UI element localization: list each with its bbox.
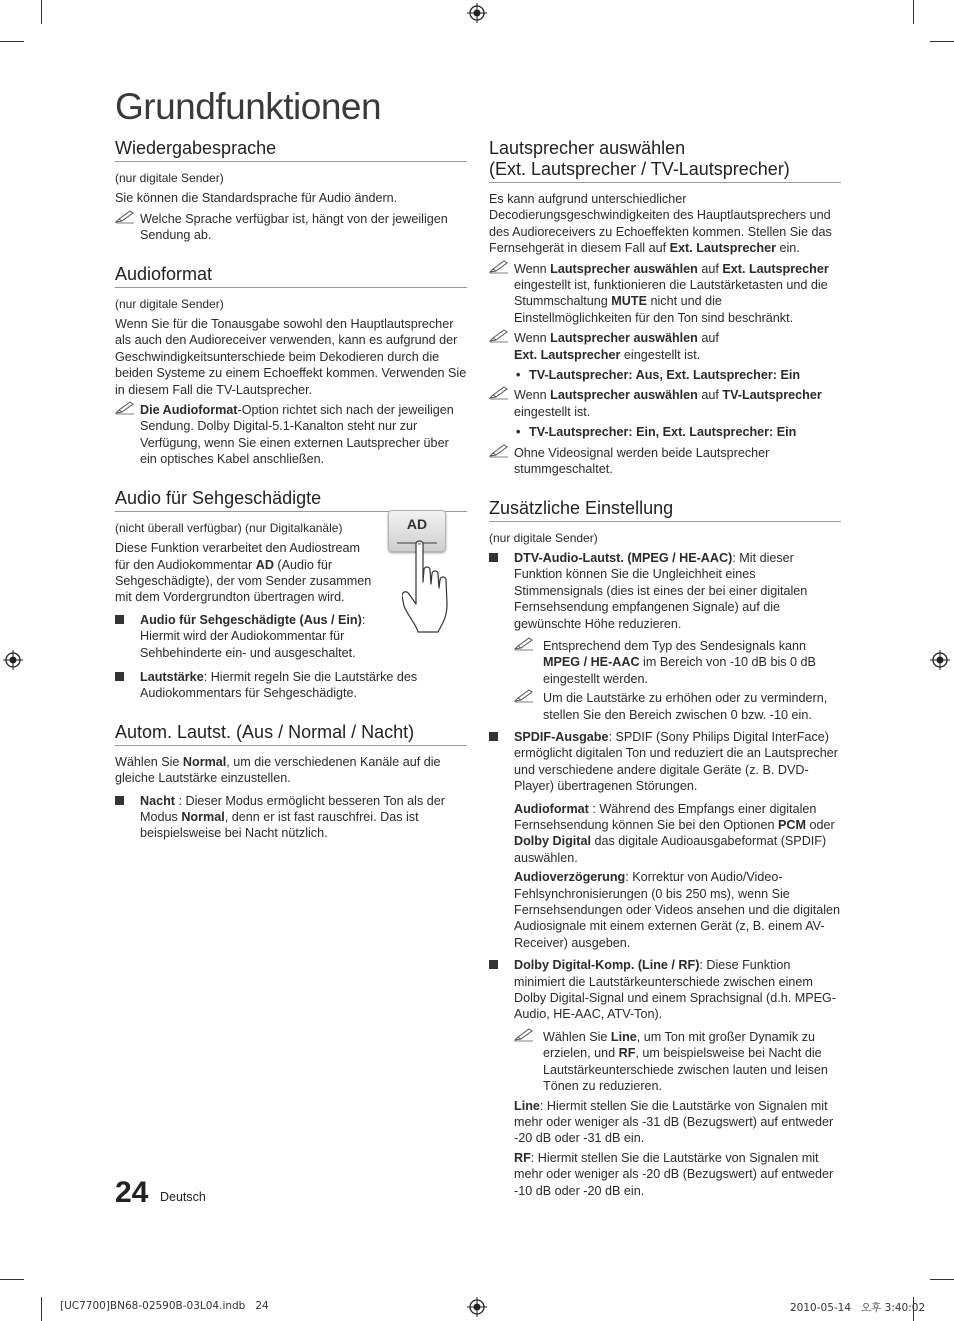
text-bold: RF: [514, 1150, 531, 1165]
right-column: [489, 138, 841, 1219]
pencil-note-icon: [115, 210, 135, 224]
text-bold: Lautsprecher auswählen: [550, 388, 698, 403]
note-text: Ohne Videosignal werden beide Lautsprecher stummgeschaltet.: [514, 445, 770, 477]
section-heading: Autom. Lautst. (Aus / Normal / Nacht): [115, 722, 467, 746]
dot-item: • TV-Lautsprecher: Ein, Ext. Lautsprecher: Ein: [514, 424, 841, 440]
bullet-text: : Dieser Modus ermöglicht besseren Ton als der Modus: [140, 793, 445, 824]
text-bold: AD: [255, 557, 274, 572]
text-run: : Hiermit stellen Sie die Lautstärke von Signalen mit mehr oder weniger als -20 dB (Bezugswert) auf entweder -10 dB oder -20 dB ein.: [514, 1150, 834, 1198]
bullet-item: [115, 612, 377, 661]
bullet-text: : Hiermit wird der Audiokommentar für Sehbehinderte ein- und ausgeschaltet.: [140, 612, 366, 660]
note: [489, 261, 841, 327]
registration-mark-icon: [3, 650, 23, 670]
body-text: [115, 540, 377, 606]
text-run: Wählen Sie: [543, 1029, 611, 1044]
availability-note: (nur digitale Sender): [489, 530, 598, 545]
bullet-text: : Hiermit regeln Sie die Lautstärke des Audiokommentars für Sehgeschädigte.: [140, 669, 418, 701]
crop-mark: [41, 1297, 42, 1321]
note: [489, 1029, 841, 1095]
bullet-bold: SPDIF-Ausgabe: [514, 729, 609, 744]
text-bold: Audioformat: [514, 801, 589, 816]
page-number: 24: [115, 1176, 149, 1209]
text-bold: Line: [610, 1029, 637, 1044]
body-text: [489, 191, 841, 257]
note: [489, 690, 841, 723]
text-bold: MPEG / HE-AAC: [543, 655, 640, 670]
availability-note: (nur digitale Sender): [115, 296, 224, 311]
registration-mark-icon: [467, 1297, 487, 1317]
pencil-note-icon: [514, 689, 534, 703]
page-title: Grundfunktionen: [115, 86, 382, 127]
registration-mark-icon: [930, 650, 950, 670]
availability-note: (nur digitale Sender): [115, 171, 224, 185]
text-bold: Normal: [181, 809, 225, 824]
section-heading: Zusätzliche Einstellung: [489, 498, 841, 522]
pencil-note-icon: [514, 637, 534, 651]
pencil-note-icon: [489, 329, 509, 343]
text-run: eingestellt ist.: [620, 347, 701, 362]
ad-button-illustration: [388, 510, 452, 640]
text-bold: TV-Lautsprecher: [722, 388, 822, 403]
note: [489, 387, 841, 420]
sub-paragraph: [489, 1150, 841, 1199]
section-heading: Audioformat: [115, 264, 467, 288]
text-run: nicht und die Einstellmöglichkeiten für den Ton sind beschränkt.: [514, 294, 794, 325]
text-run: : Korrektur von Audio/Video-Fehlsynchronisierungen (0 bis 250 ms), wenn Sie Fernsehsendungen oder Videos ansehen und die digitalen Audiosignale mit einem externen Gerät (z, B. einem AV-Receiver) ausgeben.: [514, 870, 841, 950]
text-run: auf: [697, 388, 723, 403]
text-run: (Audio für Sehgeschädigte), der vom Sender zusammen mit dem Vordergrundton übertragen wird.: [115, 557, 372, 605]
section-wiedergabesprache: [115, 138, 467, 244]
page-language: Deutsch: [160, 1190, 206, 1204]
note: [489, 330, 841, 363]
bullet-bold: Audio für Sehgeschädigte (Aus / Ein): [140, 612, 362, 627]
bullet-square-icon: [115, 615, 124, 624]
section-heading: [489, 138, 841, 183]
text-run: , um die verschiedenen Kanäle auf die gleiche Lautstärke einzustellen.: [115, 754, 441, 786]
bullet-square-icon: [489, 732, 498, 741]
text-run: ein.: [776, 241, 800, 256]
note-text: Welche Sprache verfügbar ist, hängt von der jeweiligen Sendung ab.: [140, 211, 448, 243]
body-text: [115, 754, 467, 787]
bullet-square-icon: [115, 672, 124, 681]
note: [489, 638, 841, 687]
text-run: oder: [805, 818, 835, 832]
text-run: Wählen Sie: [115, 754, 183, 769]
text-bold: Lautsprecher auswählen: [550, 331, 698, 346]
text-run: : Hiermit stellen Sie die Lautstärke von Signalen mit mehr oder weniger als -31 dB (Bezugswert) auf entweder -20 dB oder -31 dB ein.: [514, 1098, 834, 1146]
bullet-item: [115, 669, 467, 702]
section-lautsprecher: [489, 138, 841, 478]
text-run: auf: [697, 331, 719, 346]
bullet-bold: Dolby Digital-Komp. (Line / RF): [514, 958, 700, 973]
crop-mark: [0, 41, 24, 42]
bullet-item: [115, 793, 467, 842]
text-run: Diese Funktion verarbeitet den Audiostream für den Audiokommentar: [115, 541, 361, 572]
pencil-note-icon: [489, 444, 509, 458]
bullet-text: : SPDIF (Sony Philips Digital InterFace) ermöglicht digitalen Ton und reduziert die an Lautsprecher und verschiedene andere digitale Geräte (z. B. DVD-Player) übertragenen Störungen.: [514, 729, 838, 794]
text-run: eingestellt ist.: [514, 404, 591, 419]
crop-mark: [0, 1279, 24, 1280]
bullet-text: , denn er ist fast rauschfrei. Das ist beispielsweise bei Nacht nützlich.: [140, 809, 419, 841]
sub-paragraph: [489, 1098, 841, 1147]
text-run: Wenn: [514, 331, 551, 346]
note-text: Um die Lautstärke zu erhöhen oder zu vermindern, stellen Sie den Bereich zwischen 0 bzw. -10 ein.: [543, 691, 828, 722]
bullet-text: : Mit dieser Funktion können Sie die Ungleichheit eines Stimmensignals (dies ist eines der bei einer digitalen Fernsehsendung empfangenen Signale) auf die gewünschte Höhe reduzieren.: [514, 550, 808, 631]
pencil-note-icon: [514, 1028, 534, 1042]
pencil-note-icon: [115, 401, 135, 415]
sub-paragraph: [489, 869, 841, 951]
body-text: Wenn Sie für die Tonausgabe sowohl den Hauptlautsprecher als auch den Audioreceiver verwenden, kann es aufgrund der Geschwindigkeitsunterschiede beim Dekodieren durch die beiden Systeme zu einem Echoeffekt kommen. Verwenden Sie in diesem Fall die TV-Lautsprecher.: [115, 317, 467, 397]
hand-pointer-icon: [402, 540, 464, 636]
pencil-note-icon: [489, 386, 509, 400]
text-run: Es kann aufgrund unterschiedlicher Decodierungsgeschwindigkeiten des Hauptlautsprechers und des Audioreceivers zu Echoeffekten kommen. Stellen Sie das Fernsehgerät in diesem Fall auf: [489, 192, 832, 256]
section-heading: Audio für Sehgeschädigte: [115, 488, 467, 512]
availability-note: (nicht überall verfügbar) (nur Digitalkanäle): [115, 520, 343, 535]
text-bold: Normal: [182, 754, 227, 769]
text-bold: Audioverzögerung: [514, 870, 626, 885]
bullet-bold: Nacht: [140, 793, 175, 808]
section-audio-sehgeschaedigte: [115, 488, 467, 702]
sub-paragraph: [489, 801, 841, 867]
note: [115, 211, 467, 244]
note-bold: Die Audioformat: [140, 403, 238, 418]
text-run: , um beispielsweise bei Nacht die Lautstärkeunterschiede zwischen lauten und leisen Tönen zu reduzieren.: [543, 1046, 828, 1094]
imprint-file: [UC7700]BN68-02590B-03L04.indb 24: [60, 1300, 269, 1312]
bullet-square-icon: [489, 960, 498, 969]
bullet-item: [489, 550, 841, 632]
pencil-note-icon: [489, 260, 509, 274]
registration-mark-icon: [467, 3, 487, 23]
bullet-square-icon: [489, 553, 498, 562]
note: [115, 402, 467, 468]
text-run: eingestellt ist, funktionieren die Lautstärketasten und die Stummschaltung: [514, 278, 828, 309]
section-zusaetzliche-einstellung: [489, 498, 841, 1199]
text-run: Entsprechend dem Typ des Sendesignals kann: [543, 638, 807, 653]
imprint-date: 2010-05-14 오후 3:40:02: [790, 1302, 926, 1314]
text-bold: Ext. Lautsprecher: [514, 347, 621, 362]
body-text: Sie können die Standardsprache für Audio ändern.: [115, 191, 398, 206]
text-run: im Bereich von -10 dB bis 0 dB eingestellt werden.: [543, 655, 816, 686]
crop-mark: [930, 41, 954, 42]
text-run: das digitale Audioausgabeformat (SPDIF) auswählen.: [514, 834, 827, 865]
text-bold: MUTE: [611, 294, 647, 309]
text-run: Wenn: [514, 261, 551, 276]
text-bold: Dolby Digital: [514, 834, 591, 849]
text-bold: RF: [618, 1046, 636, 1061]
text-run: Wenn: [514, 388, 551, 403]
section-audioformat: [115, 264, 467, 468]
bullet-item: [489, 957, 841, 1023]
note: [489, 445, 841, 478]
heading-line: Lautsprecher auswählen: [489, 138, 686, 158]
text-bold: Ext. Lautsprecher: [669, 241, 776, 256]
text-bold: Line: [514, 1098, 540, 1113]
ad-label: AD: [406, 515, 428, 532]
note-text: -Option richtet sich nach der jeweiligen Sendung. Dolby Digital-5.1-Kanalton steht nur zur Verfügung, wenn Sie einen externen Lautsprecher über ein optisches Kabel anschließen.: [140, 403, 454, 467]
dot-item: • TV-Lautsprecher: Aus, Ext. Lautsprecher: Ein: [514, 367, 841, 383]
text-run: , um Ton mit großer Dynamik zu erzielen, und: [543, 1029, 816, 1061]
text-block: [115, 520, 377, 661]
section-heading: Wiedergabesprache: [115, 138, 467, 162]
crop-mark: [913, 0, 914, 24]
section-autom-lautst: [115, 722, 467, 842]
bullet-square-icon: [115, 796, 124, 805]
bullet-bold: Lautstärke: [140, 669, 204, 684]
text-run: auf: [697, 261, 723, 276]
crop-mark: [930, 1279, 954, 1280]
text-bold: PCM: [777, 818, 806, 832]
text-bold: Ext. Lautsprecher: [722, 261, 829, 276]
bullet-bold: DTV-Audio-Lautst. (MPEG / HE-AAC): [514, 550, 733, 565]
crop-mark: [41, 0, 42, 24]
heading-line: (Ext. Lautsprecher / TV-Lautsprecher): [489, 159, 790, 179]
text-run: : Während des Empfangs einer digitalen Fernsehsendung können Sie bei den Optionen: [514, 801, 817, 832]
text-bold: Lautsprecher auswählen: [550, 261, 698, 276]
left-column: [115, 138, 467, 862]
bullet-item: [489, 729, 841, 795]
bullet-text: : Diese Funktion minimiert die Lautstärkeunterschiede zwischen einem Dolby Digital-Signal und einem Sprachsignal (d.h. MPEG-Audio, HE-AAC, ATV-Ton).: [514, 958, 836, 1022]
